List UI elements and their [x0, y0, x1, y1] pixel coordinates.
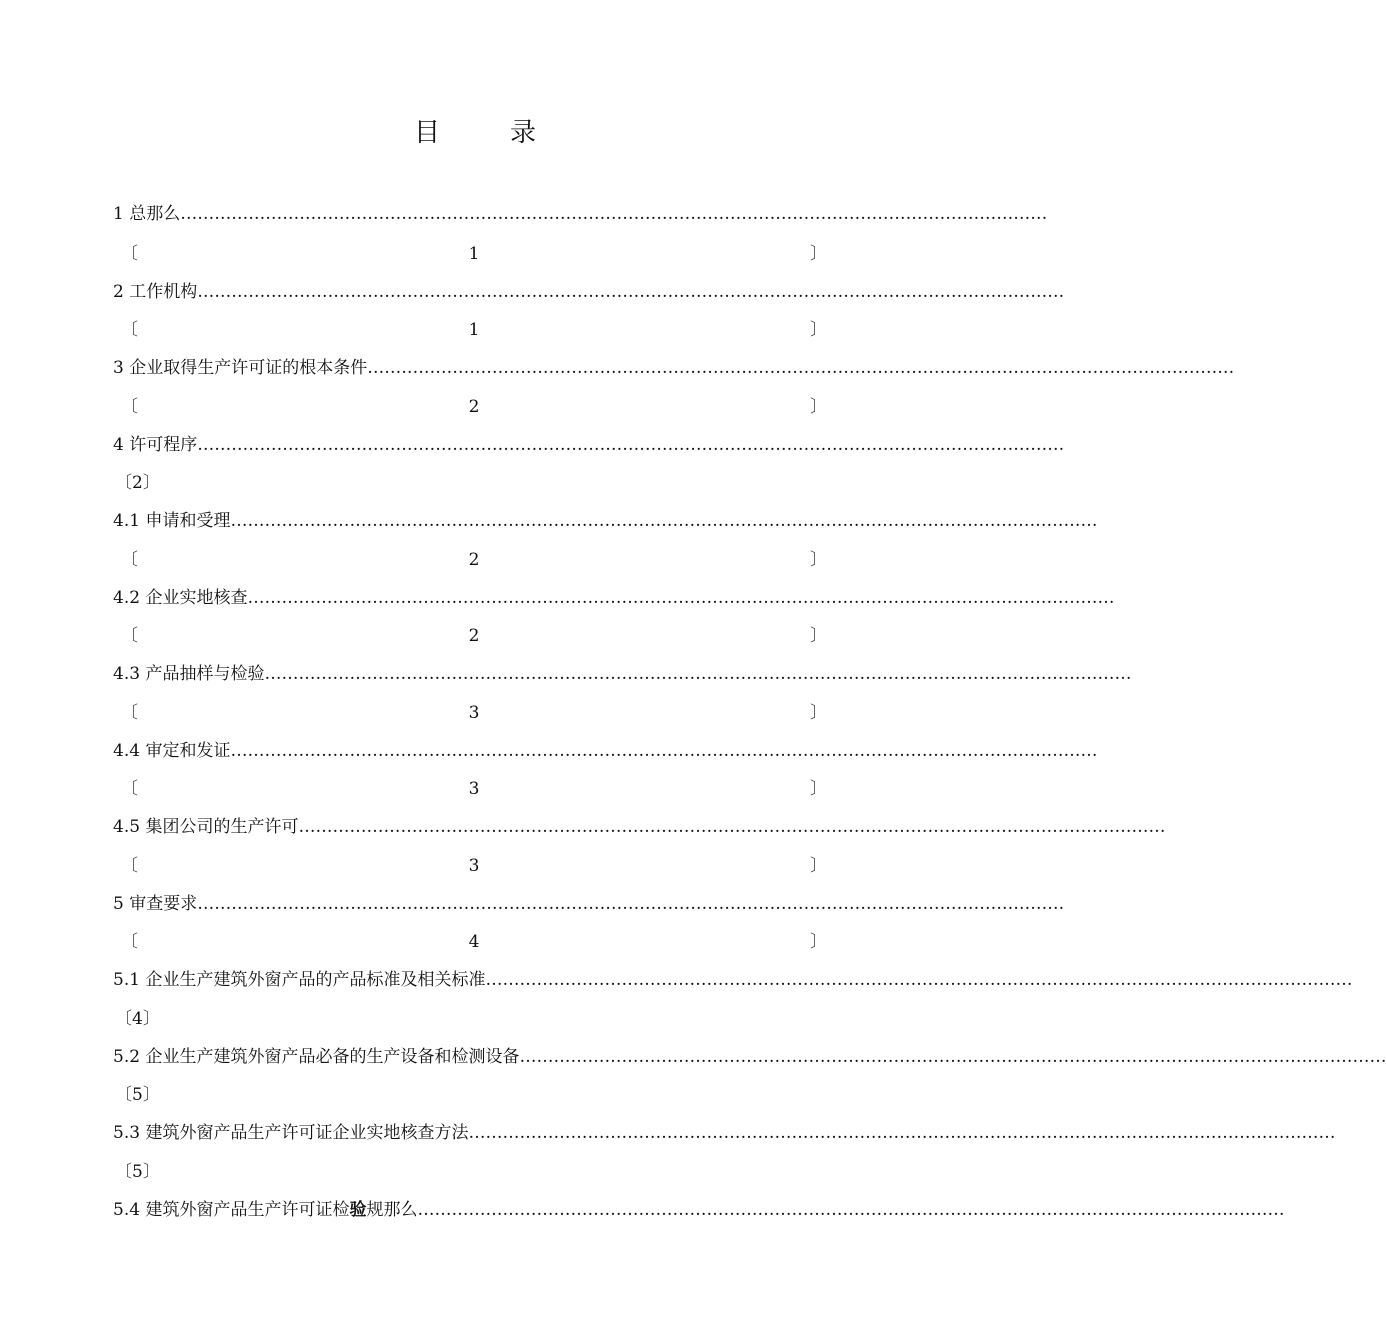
toc-entry-page	[113, 1160, 835, 1184]
leader-dots: ………………………………………………………………………………………………………………………………………	[197, 282, 1065, 302]
leader-dots: ………………………………………………………………………………………………………………………………………	[367, 358, 1235, 378]
leader-dots: ………………………………………………………………………………………………………………………………………	[519, 1047, 1386, 1067]
leader-dots: ………………………………………………………………………………………………………………………………………	[417, 1200, 1285, 1220]
leader-dots: ………………………………………………………………………………………………………………………………………	[197, 894, 1065, 914]
page-number: 2	[468, 397, 480, 417]
page-title	[0, 112, 950, 149]
page-number: 2	[468, 550, 480, 570]
toc-entry-title[interactable]: 4.2 企业实地核查 ………………………………………………………………………………………………………………………………………	[113, 588, 1115, 608]
leader-dots: ………………………………………………………………………………………………………………………………………	[197, 435, 1065, 455]
page-number: 1	[468, 320, 480, 340]
leader-dots: ………………………………………………………………………………………………………………………………………	[264, 664, 1132, 684]
page-number: 2	[468, 626, 480, 646]
toc-entry-title[interactable]: 5.1 企业生产建筑外窗产品的产品标准及相关标准 ………………………………………………………………………………………………………………………………………	[113, 970, 1353, 990]
toc-entry-page: 〔 2 〕	[113, 624, 835, 648]
toc-entry-page: 〔 2 〕	[113, 548, 835, 572]
toc-entry-title[interactable]: 1 总那么 ………………………………………………………………………………………………………………………………………	[113, 204, 1048, 224]
toc-entry-page	[113, 1083, 835, 1107]
toc-entry-page	[113, 471, 835, 495]
leader-dots: ………………………………………………………………………………………………………………………………………	[180, 204, 1048, 224]
leader-dots: ………………………………………………………………………………………………………………………………………	[298, 817, 1166, 837]
toc-entry-title[interactable]: 4 许可程序 ………………………………………………………………………………………………………………………………………	[113, 435, 1065, 455]
page-number: 3	[468, 779, 480, 799]
toc-entry-page: 〔 2 〕	[113, 395, 835, 419]
toc-entry-page: 〔 3 〕	[113, 701, 835, 725]
leader-dots: ………………………………………………………………………………………………………………………………………	[247, 588, 1115, 608]
toc-entry-title[interactable]: 5.4 建筑外窗产品生产许可证检验规那么 ………………………………………………………………………………………………………………………………………	[113, 1200, 1285, 1220]
toc-entry-title[interactable]: 4.4 审定和发证 ………………………………………………………………………………………………………………………………………	[113, 741, 1098, 761]
toc-entry-page: 〔 1 〕	[113, 242, 835, 266]
page-number: 〔4〕	[115, 1009, 160, 1029]
toc-entry-title[interactable]: 5 审查要求 ………………………………………………………………………………………………………………………………………	[113, 894, 1065, 914]
toc-entry-page: 〔 3 〕	[113, 777, 835, 801]
toc-entry-title[interactable]: 4.5 集团公司的生产许可 ………………………………………………………………………………………………………………………………………	[113, 817, 1166, 837]
page-number: 1	[468, 244, 480, 264]
title-char-1: 目	[413, 118, 440, 148]
toc-entry-title[interactable]: 4.3 产品抽样与检验 ………………………………………………………………………………………………………………………………………	[113, 664, 1132, 684]
page-number: 4	[468, 932, 480, 952]
leader-dots: ………………………………………………………………………………………………………………………………………	[230, 741, 1098, 761]
page-number: 〔2〕	[115, 473, 160, 493]
toc-entry-title[interactable]: 5.3 建筑外窗产品生产许可证企业实地核查方法 ………………………………………………………………………………………………………………………………………	[113, 1123, 1336, 1143]
toc-entry-page	[113, 1007, 835, 1031]
leader-dots: ………………………………………………………………………………………………………………………………………	[468, 1123, 1336, 1143]
page-number: 〔5〕	[115, 1162, 160, 1182]
toc-entry-title[interactable]: 4.1 申请和受理 ………………………………………………………………………………………………………………………………………	[113, 511, 1098, 531]
toc-entry-title[interactable]: 2 工作机构 ………………………………………………………………………………………………………………………………………	[113, 282, 1065, 302]
leader-dots: ………………………………………………………………………………………………………………………………………	[485, 970, 1353, 990]
toc-entry-page: 〔 4 〕	[113, 930, 835, 954]
page-number: 3	[468, 703, 480, 723]
toc-entry-page: 〔 1 〕	[113, 318, 835, 342]
toc-entry-title[interactable]: 5.2 企业生产建筑外窗产品必备的生产设备和检测设备 ………………………………………………………………………………………………………………………………………	[113, 1047, 1386, 1067]
page-number: 3	[468, 856, 480, 876]
page-number: 〔5〕	[115, 1085, 160, 1105]
title-char-2: 录	[510, 118, 537, 148]
toc-entry-page: 〔 3 〕	[113, 854, 835, 878]
toc-entry-title[interactable]: 3 企业取得生产许可证的根本条件 ………………………………………………………………………………………………………………………………………	[113, 358, 1235, 378]
leader-dots: ………………………………………………………………………………………………………………………………………	[230, 511, 1098, 531]
